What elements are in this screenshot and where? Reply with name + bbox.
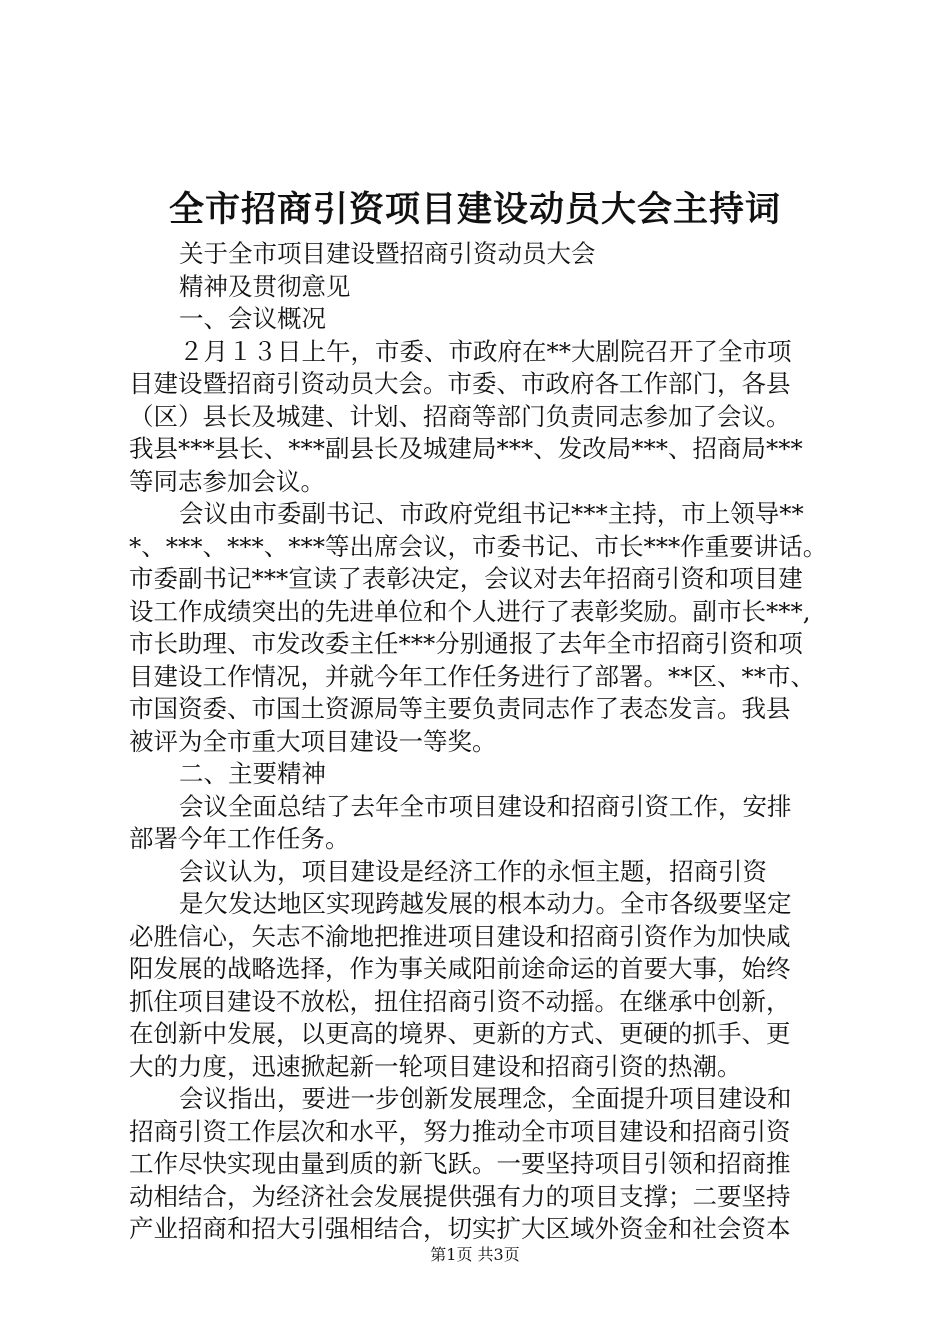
body-line: 是欠发达地区实现跨越发展的根本动力。全市各级要坚定 — [179, 889, 792, 918]
body-line: 市长助理、市发改委主任***分别通报了去年全市招商引资和项 — [129, 629, 803, 658]
body-line: 会议指出，要进一步创新发展理念，全面提升项目建设和 — [179, 1084, 792, 1113]
body-line: 关于全市项目建设暨招商引资动员大会 — [179, 239, 596, 268]
body-line: 阳发展的战略选择，作为事关咸阳前途命运的首要大事，始终 — [129, 954, 791, 983]
document-title: 全市招商引资项目建设动员大会主持词 — [168, 189, 781, 230]
body-line: 会议由市委副书记、市政府党组书记***主持，市上领导** — [179, 499, 804, 528]
body-line: 大的力度，迅速掀起新一轮项目建设和招商引资的热潮。 — [129, 1051, 742, 1081]
body-line: 二、主要精神 — [179, 759, 326, 788]
body-line: 动相结合，为经济社会发展提供强有力的项目支撑；二要坚持 — [129, 1181, 791, 1211]
body-line: 市委副书记***宣读了表彰决定，会议对去年招商引资和项目建 — [129, 564, 803, 593]
body-line: 精神及贯彻意见 — [179, 271, 351, 301]
body-line: 部署今年工作任务。 — [129, 824, 350, 853]
body-line: 工作尽快实现由量到质的新飞跃。一要坚持项目引领和招商推 — [129, 1149, 791, 1178]
body-line: 目建设暨招商引资动员大会。市委、市政府各工作部门，各县 — [129, 369, 791, 398]
body-line: 招商引资工作层次和水平，努力推动全市项目建设和招商引资 — [129, 1116, 791, 1146]
body-line: 等同志参加会议。 — [129, 466, 325, 496]
body-line: 被评为全市重大项目建设一等奖。 — [129, 726, 497, 756]
body-line: 会议认为，项目建设是经济工作的永恒主题，招商引资 — [179, 856, 767, 886]
body-line: （区）县长及城建、计划、招商等部门负责同志参加了会议。 — [129, 401, 791, 431]
body-line: 抓住项目建设不放松，扭住招商引资不动摇。在继承中创新， — [129, 986, 791, 1016]
body-line: 一、会议概况 — [179, 304, 326, 333]
body-line: 必胜信心，矢志不渝地把推进项目建设和招商引资作为加快咸 — [129, 921, 791, 951]
body-line: 会议全面总结了去年全市项目建设和招商引资工作，安排 — [179, 791, 792, 821]
body-line: 目建设工作情况，并就今年工作任务进行了部署。**区、**市、 — [129, 661, 815, 691]
body-line: 市国资委、市国土资源局等主要负责同志作了表态发言。我县 — [129, 694, 791, 723]
page-footer: 第1页 共3页 — [430, 1245, 520, 1264]
body-line: 产业招商和招大引强相结合，切实扩大区域外资金和社会资本 — [129, 1214, 791, 1243]
body-line: 我县***县长、***副县长及城建局***、发改局***、招商局*** — [129, 434, 803, 463]
body-line: ２月１３日上午，市委、市政府在**大剧院召开了全市项 — [179, 336, 792, 366]
body-line: 设工作成绩突出的先进单位和个人进行了表彰奖励。副市长***, — [129, 596, 811, 626]
body-line: 在创新中发展，以更高的境界、更新的方式、更硬的抓手、更 — [129, 1019, 791, 1048]
document-body — [129, 238, 829, 1246]
body-line: *、***、***、***等出席会议，市委书记、市长***作重要讲话。 — [129, 531, 828, 561]
